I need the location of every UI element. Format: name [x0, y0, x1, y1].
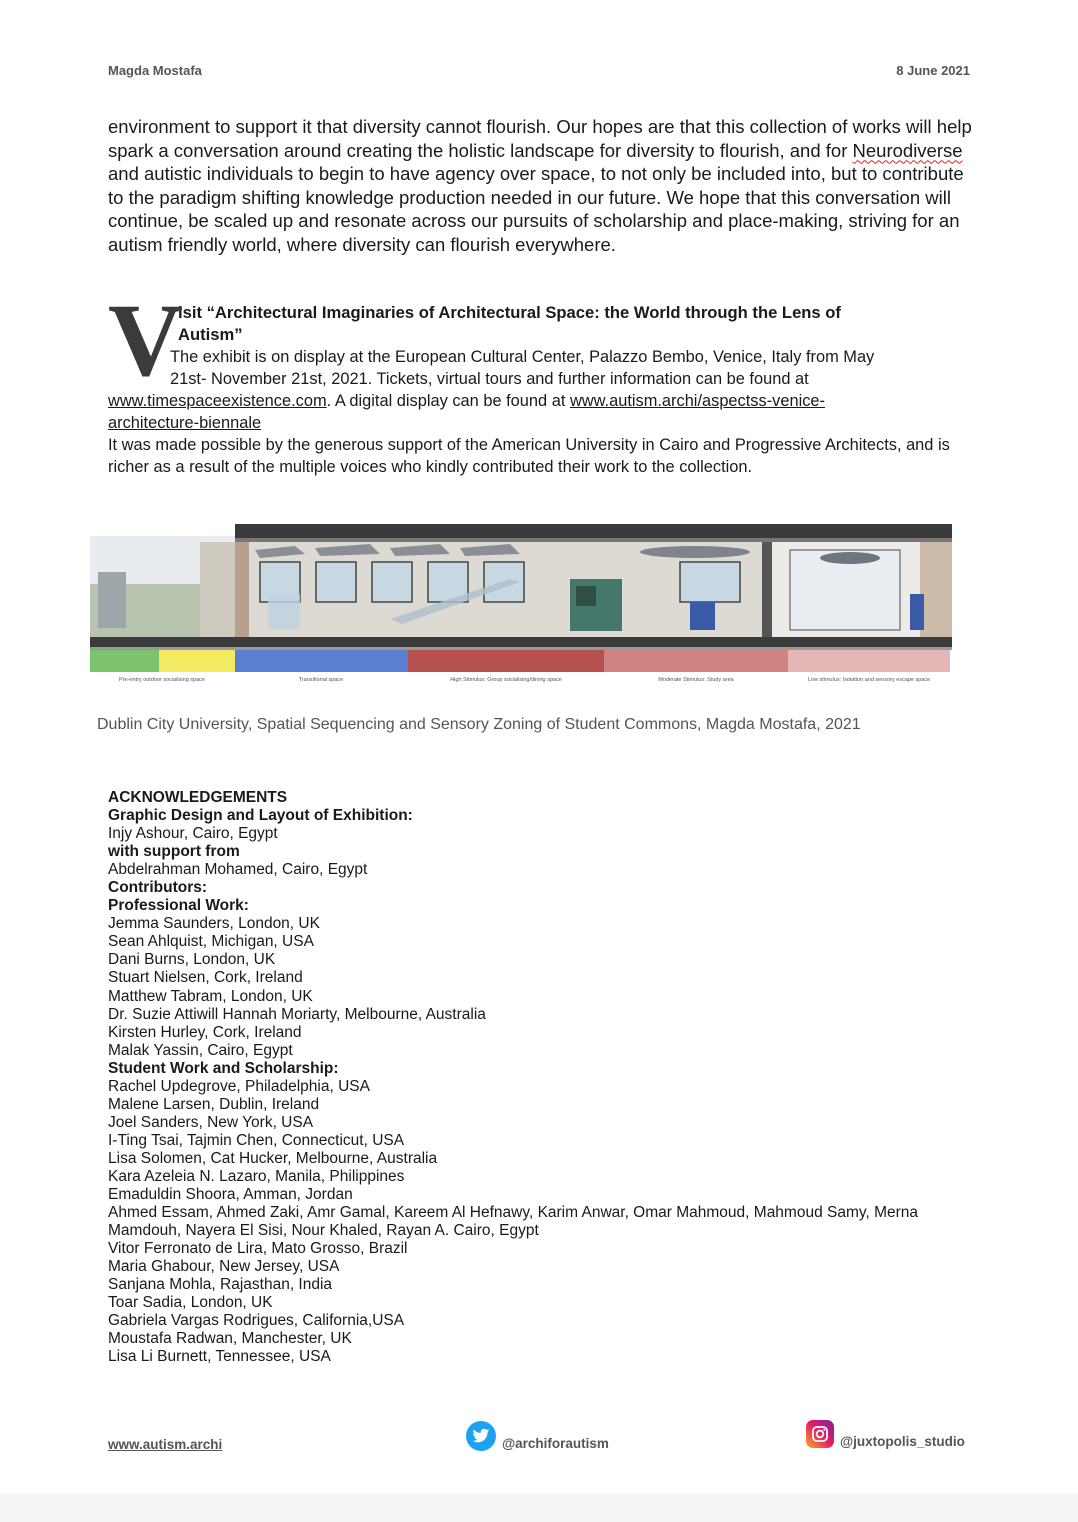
autism-archi-link[interactable]: www.autism.archi/aspectss-venice- — [569, 392, 825, 410]
list-item: Malak Yassin, Cairo, Egypt — [108, 1041, 293, 1059]
zone-band-low — [788, 650, 950, 672]
zone-band-moderate — [604, 650, 788, 672]
zone-label-transitional: Transitional space — [298, 677, 344, 683]
visit-body-line: 21st- November 21st, 2021. Tickets, virtual tours and further information can be found at — [170, 370, 809, 388]
twitter-bird-icon — [466, 1421, 496, 1451]
ack-graphic-heading: Graphic Design and Layout of Exhibition: — [108, 807, 413, 825]
footer-instagram[interactable] — [806, 1418, 965, 1449]
list-item: Jemma Saunders, London, UK — [108, 915, 320, 933]
list-item: Ahmed Essam, Ahmed Zaki, Amr Gamal, Kareem Al Hefnawy, Karim Anwar, Omar Mahmoud, Mahmoud Samy, Merna Mamdouh, Nayera El Sisi, Nour Khaled, Rayan A. Cairo, Egypt — [108, 1204, 919, 1240]
zone-band-transitional — [235, 650, 408, 672]
header-date: 8 June 2021 — [896, 63, 970, 78]
list-item: Kirsten Hurley, Cork, Ireland — [108, 1023, 302, 1041]
list-item: Malene Larsen, Dublin, Ireland — [108, 1095, 320, 1113]
visit-title-cont: Autism” — [178, 325, 243, 344]
acknowledgements — [108, 789, 988, 1367]
ack-graphic: Injy Ashour, Cairo, Egypt — [108, 825, 278, 843]
list-item: Sean Ahlquist, Michigan, USA — [108, 933, 314, 951]
zone-label-low: Low stimulus: Isolation and sensory escape space — [807, 677, 931, 683]
figure-caption: Dublin City University, Spatial Sequencing and Sensory Zoning of Student Commons, Magda Mostafa, 2021 — [97, 716, 861, 733]
zone-band-yellow — [159, 650, 235, 672]
zone-band-high — [408, 650, 604, 672]
ack-support: Abdelrahman Mohamed, Cairo, Egypt — [108, 861, 368, 879]
ack-support-heading: with support from — [108, 843, 240, 861]
list-item: Lisa Li Burnett, Tennessee, USA — [108, 1348, 331, 1366]
instagram-camera-icon — [806, 1420, 834, 1448]
list-item: Emaduldin Shoora, Amman, Jordan — [108, 1186, 353, 1204]
list-item: Gabriela Vargas Rodrigues, California,USA — [108, 1312, 405, 1330]
zone-label-outdoor: Pre-entry outdoor socialising space — [119, 677, 205, 683]
drop-cap: V — [108, 283, 184, 398]
header-author: Magda Mostafa — [108, 63, 202, 78]
intro-paragraph: environment to support it that diversity cannot flourish. Our hopes are that this collection of works will help spark a conversation around creating the holistic landscape for diversity to flourish, and for Neurodiverse and autistic individuals to begin to have agency over space, to not only be included into, but to contribute to the paradigm shifting knowledge production needed in our future. We hope that this conversation will continue, be scaled up and resonate across our pursuits of scholarship and place-making, striving for an autism friendly world, where diversity can flourish everywhere. — [108, 116, 972, 255]
spellcheck-word: Neurodiverse — [852, 139, 963, 161]
list-item: I-Ting Tsai, Tajmin Chen, Connecticut, USA — [108, 1131, 405, 1149]
autism-archi-link-cont[interactable]: architecture-biennale — [108, 414, 262, 432]
timespace-link[interactable]: www.timespaceexistence.com — [108, 392, 327, 410]
footer-website-link[interactable]: www.autism.archi — [108, 1437, 223, 1452]
ack-contributors-heading: Contributors: — [108, 879, 208, 897]
visit-section — [108, 283, 968, 478]
ack-title: ACKNOWLEDGEMENTS — [108, 789, 288, 806]
list-item: Kara Azeleia N. Lazaro, Manila, Philippines — [108, 1167, 405, 1185]
list-item: Matthew Tabram, London, UK — [108, 987, 313, 1005]
twitter-handle: @archiforautism — [502, 1436, 609, 1451]
zone-band-outdoor — [90, 650, 159, 672]
list-item: Dani Burns, London, UK — [108, 951, 276, 969]
list-item: Toar Sadia, London, UK — [108, 1294, 273, 1312]
list-item: Rachel Updegrove, Philadelphia, USA — [108, 1077, 370, 1095]
list-item: Stuart Nielsen, Cork, Ireland — [108, 969, 303, 987]
list-item: Sanjana Mohla, Rajasthan, India — [108, 1276, 333, 1294]
ack-professional-heading: Professional Work: — [108, 897, 249, 915]
visit-body-line: The exhibit is on display at the European Cultural Center, Palazzo Bembo, Venice, Italy from May — [170, 348, 875, 366]
page-bottom-band — [0, 1494, 1078, 1522]
visit-title: isit “Architectural Imaginaries of Architectural Space: the World through the Lens of — [178, 303, 841, 322]
ack-student-heading: Student Work and Scholarship: — [108, 1059, 339, 1077]
list-item: Moustafa Radwan, Manchester, UK — [108, 1330, 352, 1348]
list-item: Lisa Solomen, Cat Hucker, Melbourne, Australia — [108, 1149, 438, 1167]
list-item: Maria Ghabour, New Jersey, USA — [108, 1258, 340, 1276]
sensory-zoning-section-drawing — [90, 524, 952, 694]
visit-links: www.timespaceexistence.com. A digital display can be found at www.autism.archi/aspectss-venice- — [108, 392, 825, 410]
list-item: Vitor Ferronato de Lira, Mato Grosso, Brazil — [108, 1240, 408, 1258]
list-item: Dr. Suzie Attiwill Hannah Moriarty, Melbourne, Australia — [108, 1005, 486, 1023]
instagram-handle: @juxtopolis_studio — [840, 1434, 965, 1449]
zone-label-moderate: Moderate Stimulus: Study area — [658, 677, 734, 683]
zone-label-high: High Stimulus: Group socialising/dining space — [450, 677, 562, 683]
footer-twitter[interactable] — [466, 1420, 609, 1451]
list-item: Joel Sanders, New York, USA — [108, 1113, 314, 1131]
support-paragraph: It was made possible by the generous support of the American University in Cairo and Progressive Architects, and is richer as a result of the multiple voices who kindly contributed their work to the collection. — [108, 436, 950, 476]
